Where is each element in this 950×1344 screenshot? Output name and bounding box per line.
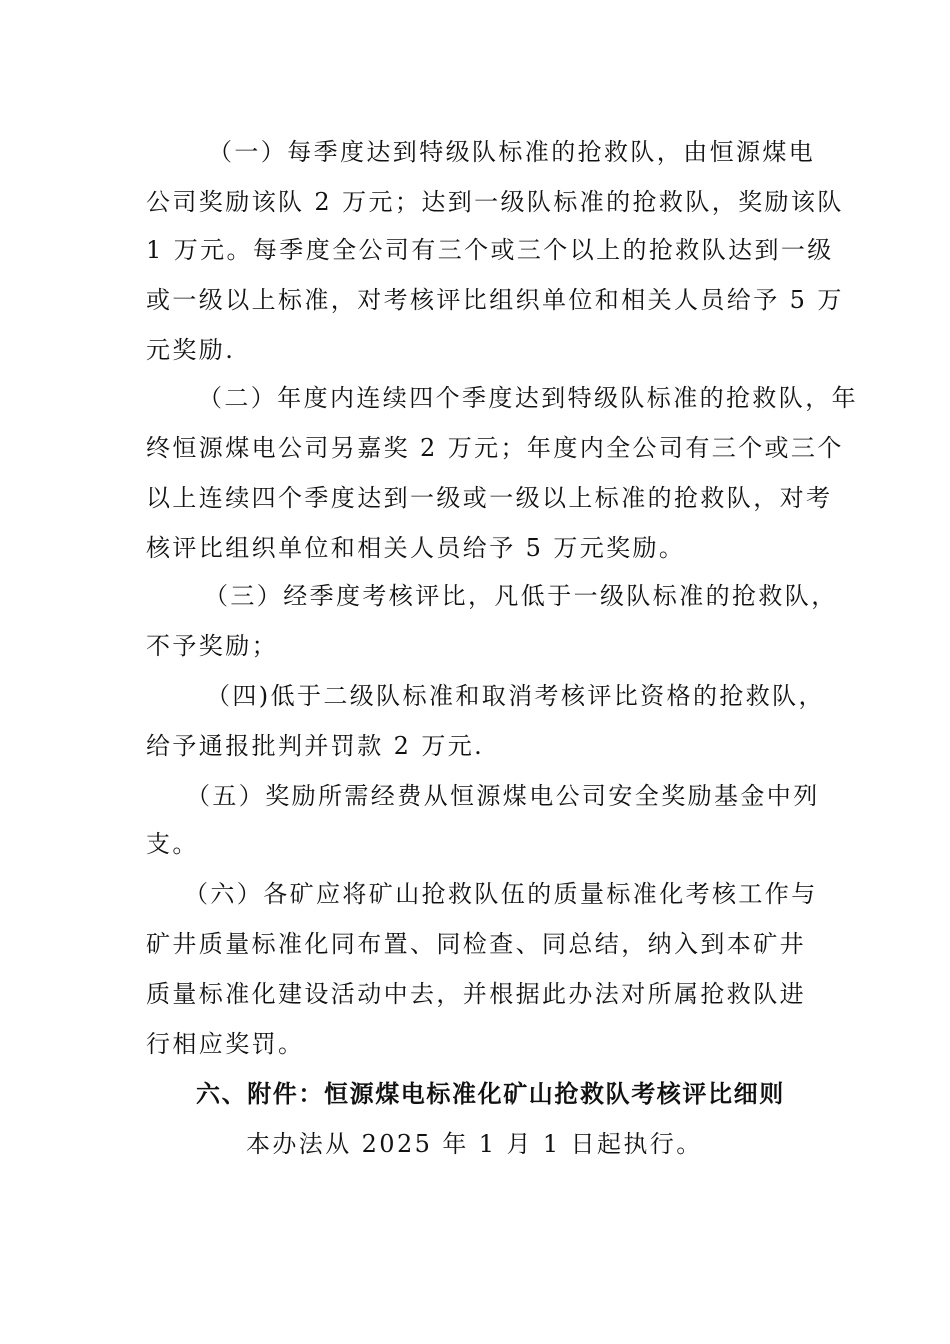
paragraph-6-line-1: （六）各矿应将矿山抢救队伍的质量标准化考核工作与 [184,880,818,908]
paragraph-3-line-1: （三）经季度考核评比，凡低于一级队标准的抢救队， [204,582,838,610]
paragraph-5-line-1: （五）奖励所需经费从恒源煤电公司安全奖励基金中列 [186,782,820,810]
paragraph-1-line-4: 或一级以上标准，对考核评比组织单位和相关人员给予 5 万 [146,286,844,314]
paragraph-1-line-3: 1 万元。每季度全公司有三个或三个以上的抢救队达到一级 [146,236,834,264]
paragraph-6-line-3: 质量标准化建设活动中去，并根据此办法对所属抢救队进 [146,980,806,1008]
paragraph-4-line-2: 给予通报批判并罚款 2 万元. [146,732,485,760]
paragraph-5-line-2: 支。 [146,830,199,858]
paragraph-1-line-5: 元奖励. [146,336,236,364]
paragraph-1-line-2: 公司奖励该队 2 万元；达到一级队标准的抢救队，奖励该队 [146,188,844,216]
paragraph-6-line-4: 行相应奖罚。 [146,1030,305,1058]
paragraph-2-line-4: 核评比组织单位和相关人员给予 5 万元奖励。 [146,534,686,562]
paragraph-4-line-1: （四)低于二级队标准和取消考核评比资格的抢救队， [206,682,825,710]
attachment-heading: 六、附件：恒源煤电标准化矿山抢救队考核评比细则 [196,1079,785,1108]
paragraph-2-line-3: 以上连续四个季度达到一级或一级以上标准的抢救队，对考 [146,484,833,512]
paragraph-3-line-2: 不予奖励； [146,632,278,660]
paragraph-6-line-2: 矿井质量标准化同布置、同检查、同总结，纳入到本矿井 [146,930,806,958]
paragraph-2-line-1: （二）年度内连续四个季度达到特级队标准的抢救队，年 [198,384,858,412]
effective-date-statement: 本办法从 2025 年 1 月 1 日起执行。 [246,1130,703,1158]
paragraph-2-line-2: 终恒源煤电公司另嘉奖 2 万元；年度内全公司有三个或三个 [146,434,844,462]
paragraph-1-line-1: （一）每季度达到特级队标准的抢救队，由恒源煤电 [208,138,816,166]
